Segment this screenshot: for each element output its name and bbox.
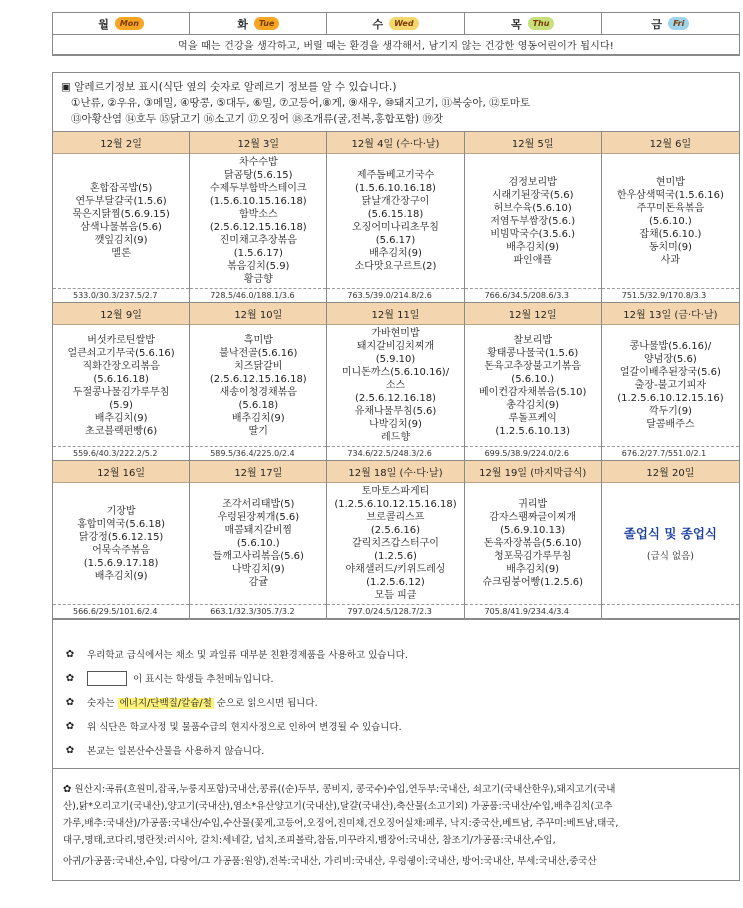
nutrition-info: 663.1/32.3/305.7/3.2 (190, 604, 326, 618)
day-date: 12월 12일 (465, 303, 601, 325)
allergy-title: ▣ 알레르기정보 표시(식단 옆의 숫자로 알레르기 정보를 알 수 있습니다.) (61, 81, 397, 93)
weekday-badge: Thu (528, 17, 555, 30)
day-date: 12월 17일 (190, 461, 326, 483)
day-date: 12월 10일 (190, 303, 326, 325)
day-date: 12월 20일 (602, 461, 739, 483)
menu-item: 토마토스파게티 (361, 486, 430, 497)
nutrition-info: 751.5/32.9/170.8/3.3 (602, 288, 739, 302)
menu-item: 홍합미역국(5.6.18) (77, 518, 166, 530)
nutrition-info: 797.0/24.5/128.7/2.3 (327, 604, 463, 618)
menu-item: 얼큰쇠고기무국(5.6.16) (67, 347, 175, 359)
menu-item: 닭곰탕(5.6.15) (223, 170, 293, 181)
day-menu (602, 483, 739, 604)
menu-item: 가바현미밥 (371, 328, 420, 339)
weekday-badge: Tue (254, 17, 280, 30)
menu-item: 들깨고사리볶음(5.6) (212, 551, 304, 562)
note-item: ✿ 위 식단은 학교사정 및 물품수급의 현지사정으로 인하여 변경될 수 있습니다. (63, 714, 729, 738)
menu-item: 사과 (660, 254, 681, 266)
menu-item: 동치미(9) (648, 241, 692, 253)
menu-item: 레드향 (381, 432, 410, 443)
day-date: 12월 3일 (190, 132, 326, 154)
weekday-badge: Fri (668, 17, 689, 30)
day-cell (602, 461, 739, 619)
menu-item: 묵은지닭찜(5.6.9.15) (72, 209, 170, 220)
day-cell (465, 461, 602, 619)
slogan: 먹을 때는 건강을 생각하고, 버릴 때는 환경을 생각해서, 남기지 않는 건강한 영동어린이가 됩시다! (53, 35, 739, 55)
day-menu (53, 483, 189, 604)
note-item: ✿ 이 표시는 학생들 추천메뉴입니다. (63, 666, 729, 690)
menu-item: 우렁된장찌개(5.6) (217, 512, 300, 523)
flower-icon: ✿ (65, 744, 75, 756)
origin-line: 대구,명태,코다리,명란젓:러시아, 갈치:세네갈, 넙치,조피볼락,참돔,미꾸라지,뱀장어:국내산, 참조기/가공품:국내산,수입, (63, 835, 556, 846)
day-cell (53, 461, 190, 619)
menu-item: 진미채고추장볶음 (219, 235, 297, 246)
day-cell (190, 132, 327, 303)
day-date: 12월 6일 (602, 132, 739, 154)
weekday-badge: Mon (115, 17, 144, 30)
day-cell (602, 132, 739, 303)
menu-item: 미니돈까스(5.6.10.16)/ (341, 367, 450, 378)
menu-item: 황태콩나물국(1.5.6) (487, 347, 579, 359)
menu-item: 황금향 (243, 274, 273, 285)
menu-item: (5.6.10.) (648, 215, 692, 227)
menu-item: (1.5.6.10.15.16.18) (209, 196, 307, 207)
day-date: 12월 11일 (327, 303, 463, 325)
day-cell (190, 461, 327, 619)
menu-item: 흑미밥 (243, 334, 273, 346)
allergy-info (52, 72, 740, 131)
meal-calendar (52, 131, 740, 620)
day-date: 12월 18일 (수·다·날) (327, 461, 463, 483)
day-date: 12월 13일 (금·다·날) (602, 303, 739, 325)
day-menu (53, 325, 189, 446)
menu-item: 배추김치(9) (94, 570, 148, 582)
menu-item: 버섯카로틴쌀밥 (87, 334, 155, 346)
day-menu (602, 154, 739, 288)
menu-item: 소다맛요구르트(2) (354, 261, 437, 272)
menu-item: (1.2.5.6.10.13) (495, 425, 570, 437)
day-cell (53, 303, 190, 461)
note-item: ✿ 본교는 일본산수산물을 사용하지 않습니다. (63, 738, 729, 762)
menu-item: 잡채(5.6.10.) (639, 228, 702, 240)
nutrition-info: 699.5/38.9/224.0/2.6 (465, 446, 601, 460)
menu-item: 양념장(5.6) (644, 354, 697, 365)
flower-icon: ✿ (65, 672, 75, 684)
menu-item: 모듬 피클 (374, 590, 417, 601)
allergy-codes-line: ①난류, ②우유, ③메밀, ④땅콩, ⑤대두, ⑥밀, ⑦고등어,⑧게, ⑨새우, ⑩돼지고기, ⑪복숭아, ⑫토마토 (71, 97, 531, 109)
menu-item: 새송이청경채볶음 (219, 386, 297, 398)
note-item: ✿ 숫자는 에너지/단백질/칼슘/철 순으로 읽으시면 됩니다. (63, 690, 729, 714)
menu-item: 닭날개간장구이 (361, 196, 430, 207)
menu-item: 콩나물밥(5.6.16)/ (629, 341, 712, 352)
menu-item: 제주돔베고기국수 (356, 170, 435, 181)
origin-line: 아귀/가공품:국내산,수입, 다랑어/그 가공품:원양),전복:국내산, 가리비:국내산, 우렁쉥이:국내산, 방어:국내산, 부세:국내산,중국산 (63, 856, 597, 867)
menu-item: 시래기된장국(5.6) (491, 189, 574, 201)
allergy-codes-line: ⑬아황산염 ⑭호두 ⑮닭고기 ⑯소고기 ⑰오징어 ⑱조개류(굴,전복,홍합포함) ⑲잣 (71, 113, 444, 125)
menu-item: 멜론 (111, 248, 131, 259)
menu-item: 야채샐러드/키위드레싱 (345, 564, 446, 575)
menu-item: 청포묵김가루무침 (494, 551, 572, 562)
day-menu (190, 154, 326, 288)
flower-icon: ✿ (65, 720, 75, 732)
nutrition-info: 705.8/41.9/234.4/3.4 (465, 604, 601, 618)
menu-item: (1.2.5.6.12) (366, 577, 425, 588)
menu-item: 유채나물무침(5.6) (354, 406, 437, 417)
menu-item: 브로콜리스프 (366, 512, 425, 523)
day-cell (465, 132, 602, 303)
menu-item: (2.5.6.12.15.16.18) (209, 222, 307, 233)
menu-item: (5.6.10.) (511, 373, 555, 385)
nutrition-info (602, 604, 739, 618)
week-row (53, 303, 739, 461)
menu-item: (5.9) (109, 399, 133, 411)
menu-item: 현미밥 (655, 176, 685, 188)
top-banner (52, 12, 740, 56)
menu-item: (5.6.16.18) (93, 373, 149, 385)
menu-item: 닭강정(5.6.12.15) (78, 531, 164, 543)
weekday-badge: Wed (389, 17, 418, 30)
menu-item: 조각서리태밥(5) (222, 499, 295, 510)
menu-item: 배추김치(9) (231, 412, 285, 424)
day-cell (190, 303, 327, 461)
nutrition-info: 766.6/34.5/208.6/3.3 (465, 288, 601, 302)
weekday-fri: 금 Fri (602, 13, 739, 34)
menu-item: (1.5.6.9.17.18) (83, 557, 159, 569)
day-date: 12월 9일 (53, 303, 189, 325)
menu-item: 허브수육(5.6.10) (493, 202, 572, 214)
day-menu (465, 325, 601, 446)
menu-item: (5.6.15.18) (367, 209, 424, 220)
menu-item: (5.6.9.10.13) (500, 525, 566, 536)
menu-item: 주꾸미돈육볶음 (636, 202, 705, 214)
menu-item: (1.2.5.6) (374, 551, 417, 562)
menu-item: 나박김치(9) (231, 564, 285, 575)
menu-item: 딸기 (248, 425, 268, 437)
day-menu (327, 325, 463, 446)
menu-item: 두절콩나물김가루무침 (72, 386, 170, 398)
menu-item: 매콤돼지갈비찜 (224, 525, 293, 536)
origin-line: 가루,배추:국내산)/가공품:국내산/수입,수산물(꽃게,고등어,오징어,진미채,건오징어실채:페루, 낙지:중국산,베트남, 주꾸미:베트남,태국, (63, 818, 619, 829)
day-menu (327, 154, 463, 288)
menu-item: 불낙전골(5.6.16) (219, 347, 298, 359)
menu-item: 총각김치(9) (506, 399, 560, 411)
flower-icon: ✿ (63, 784, 72, 795)
menu-item: 감귤 (248, 577, 268, 588)
menu-item: 오징어미나리초무침 (352, 222, 439, 233)
menu-item: 깍두기(9) (648, 406, 692, 417)
weekday-header (53, 13, 739, 35)
menu-item: 귀리밥 (518, 499, 548, 510)
nutrition-info: 566.6/29.5/101.6/2.4 (53, 604, 189, 618)
flower-icon: ✿ (65, 696, 75, 708)
menu-item: 배추김치(9) (94, 412, 148, 424)
special-event-note: (급식 없음) (646, 551, 694, 562)
menu-item: (2.5.6.16) (370, 525, 421, 536)
menu-item: 치즈닭갈비 (234, 360, 283, 372)
day-date: 12월 19일 (마지막급식) (465, 461, 601, 483)
note-item: ✿ 우리학교 급식에서는 채소 및 과일류 대부분 친환경제품을 사용하고 있습니다. (63, 642, 729, 666)
menu-item: 한우삼색떡국(1.5.6.16) (616, 189, 724, 201)
menu-item: 검정보리밥 (508, 176, 557, 188)
nutrition-info: 676.2/27.7/551.0/2.1 (602, 446, 739, 460)
menu-item: 배추김치(9) (506, 241, 560, 253)
menu-item: 배추김치(9) (369, 248, 422, 259)
week-row (53, 132, 739, 303)
menu-item: 기장밥 (106, 505, 136, 517)
weekday-wed: 수 Wed (327, 13, 464, 34)
menu-item: (2.5.6.12.15.16.18) (209, 373, 307, 385)
menu-item: 나박김치(9) (369, 419, 422, 430)
origin-info (52, 769, 740, 881)
menu-item: 달콤배주스 (646, 419, 695, 430)
menu-item: 파인애플 (513, 254, 553, 266)
menu-item: 어묵숙주볶음 (92, 544, 151, 556)
day-menu (465, 483, 601, 604)
day-cell (327, 303, 464, 461)
menu-item: 출장-불고기피자 (634, 380, 706, 391)
menu-item: 루돌프케익 (508, 412, 557, 424)
menu-item: 돈육자장볶음(5.6.10) (483, 538, 582, 549)
special-event: 졸업식 및 종업식 (623, 526, 717, 541)
day-date: 12월 5일 (465, 132, 601, 154)
day-cell (465, 303, 602, 461)
nutrition-info: 763.5/39.0/214.8/2.6 (327, 288, 463, 302)
menu-item: 배추김치(9) (506, 564, 560, 575)
week-row (53, 461, 739, 619)
menu-item: 직화간장오리볶음 (82, 360, 160, 372)
flower-icon: ✿ (65, 648, 75, 660)
menu-item: (1.2.5.6.10.12.15.16) (617, 393, 724, 404)
menu-item: 돼지갈비김치찌개 (356, 341, 435, 352)
menu-item: (5.6.10.) (236, 538, 280, 549)
menu-item: 혼합잡곡밥(5) (89, 183, 153, 194)
menu-item: (1.5.6.10.16.18) (355, 183, 436, 194)
day-cell (327, 461, 464, 619)
day-cell (53, 132, 190, 303)
menu-item: 슈크림붕어빵(1.2.5.6) (482, 577, 584, 588)
menu-item: (1.5.6.17) (233, 248, 283, 259)
menu-item: 깻잎김치(9) (94, 235, 148, 246)
notes-section (52, 620, 740, 769)
day-menu (190, 483, 326, 604)
day-menu (602, 325, 739, 446)
menu-item: 비빔막국수(3.5.6.) (490, 228, 576, 240)
day-cell (327, 132, 464, 303)
menu-item: 찰보리밥 (513, 334, 553, 346)
menu-item: 저염두부쌈장(5.6.) (490, 215, 576, 227)
origin-line: 산),닭*오리고기(국내산),양고기(국내산),염소*유산양고기(국내산),달걀(국내산),축산물(소고기외) 가공품:국내산/수입,배추김치(고추 (63, 801, 613, 812)
nutrition-info: 734.6/22.5/248.3/2.6 (327, 446, 463, 460)
menu-item: 삼색나물볶음(5.6) (80, 222, 162, 233)
menu-item: 갈릭치즈갑스터구이 (352, 538, 439, 549)
menu-item: (5.9.10) (375, 354, 416, 365)
menu-item: 볶음김치(5.9) (227, 261, 290, 272)
day-date: 12월 16일 (53, 461, 189, 483)
weekday-tue: 화 Tue (190, 13, 327, 34)
nutrition-info: 728.5/46.0/188.1/3.6 (190, 288, 326, 302)
menu-item: 베이컨감자채볶음(5.10) (479, 386, 587, 398)
nutrition-info: 589.5/36.4/225.0/2.4 (190, 446, 326, 460)
day-menu (53, 154, 189, 288)
menu-item: 함박소스 (238, 209, 278, 220)
menu-item: 돈육고추장불고기볶음 (484, 360, 581, 372)
menu-item: (5.6.18) (238, 399, 279, 411)
menu-item: 초코블랙펀빵(6) (85, 425, 158, 437)
day-cell (602, 303, 739, 461)
menu-item: 차수수밥 (238, 157, 278, 168)
menu-item: 연두부달걀국(1.5.6) (75, 196, 167, 207)
day-menu (327, 483, 463, 604)
day-date: 12월 2일 (53, 132, 189, 154)
origin-line: ✿ 원산지:곡류(흐원미,잡곡,누룽지포함)국내산,콩류((순)두부, 콩비지, 콩국수)수입,연두부:국내산, 쇠고기(국내산한우),돼지고기(국내 (63, 784, 616, 795)
recommended-menu-box (87, 671, 127, 686)
weekday-mon: 월 Mon (53, 13, 190, 34)
menu-item: 소스 (385, 380, 406, 391)
day-menu (190, 325, 326, 446)
menu-item: 감자스팸짜글이찌개 (489, 512, 577, 523)
menu-item: 수제두부함박스테이크 (209, 183, 307, 194)
menu-item: (5.6.17) (375, 235, 416, 246)
menu-item: (1.2.5.6.10.12.15.16.18) (334, 499, 457, 510)
nutrition-info: 533.0/30.3/237.5/2.7 (53, 288, 189, 302)
day-menu (465, 154, 601, 288)
menu-item: (2.5.6.12.16.18) (355, 393, 436, 404)
menu-item: 얼갈이배추된장국(5.6) (619, 367, 721, 378)
weekday-thu: 목 Thu (465, 13, 602, 34)
day-date: 12월 4일 (수·다·날) (327, 132, 463, 154)
nutrition-info: 559.6/40.3/222.2/5.2 (53, 446, 189, 460)
highlight-text: 에너지/단백질/칼슘/철 (119, 698, 212, 709)
